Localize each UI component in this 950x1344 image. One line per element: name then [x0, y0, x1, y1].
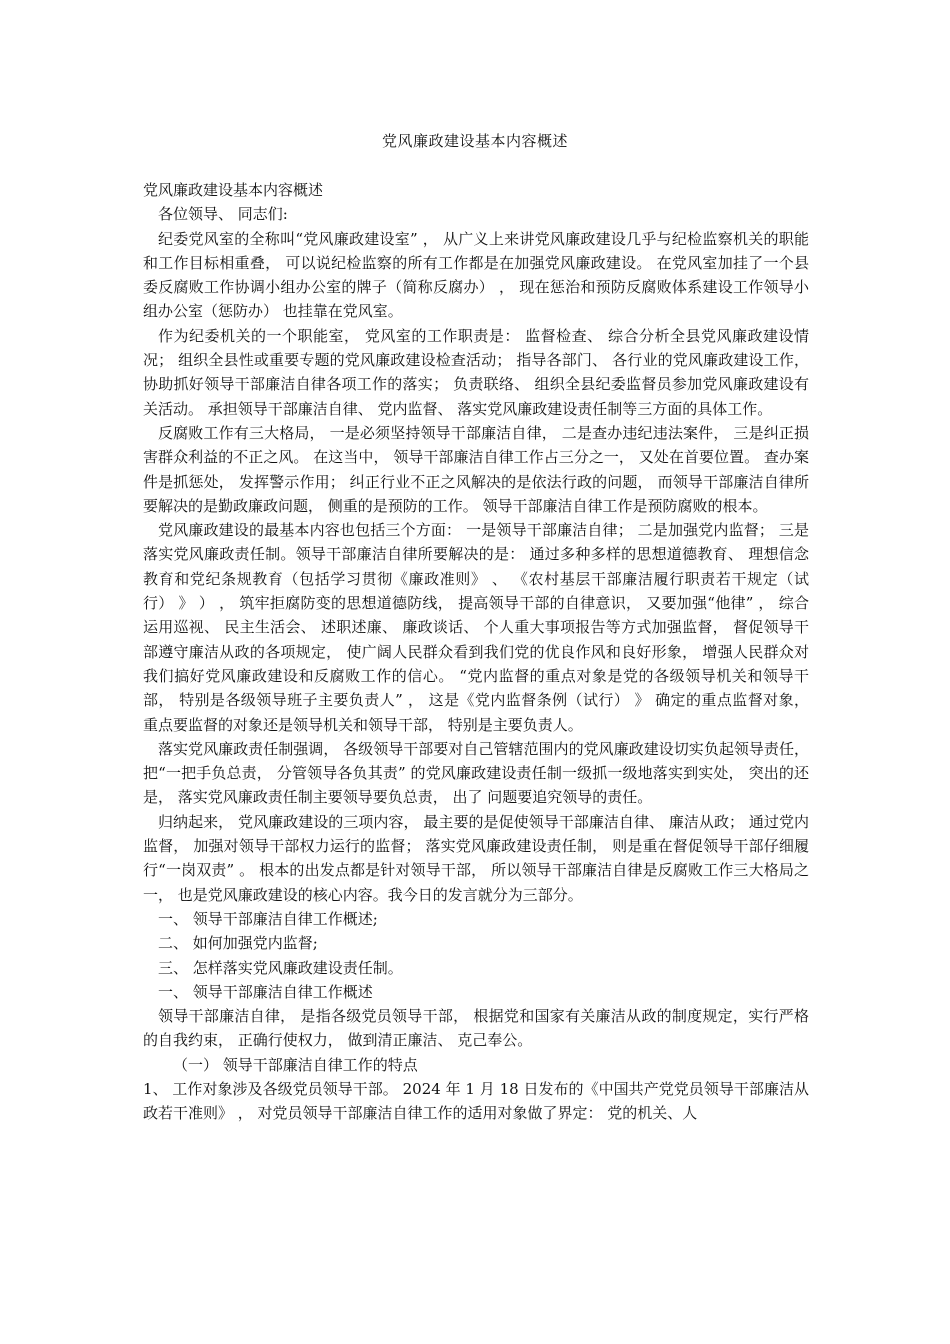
paragraph-heading-repeat: 党风廉政建设基本内容概述	[143, 181, 324, 199]
paragraph-three-patterns: 反腐败工作有三大格局， 一是必须坚持领导干部廉洁自律， 二是查办违纪违法案件， 三是纠正损害群众利益的不正之风。 在这当中， 领导干部廉洁自律工作占三分之一， 又处在首要位置。 查办案件是抓惩处， 发挥警示作用； 纠正行业不正之风解决的是依法行政的问题， 而领导干部廉洁自律所要解决的是勤政廉政问题， 侧重的是预防的工作。 领导干部廉洁自律工作是预防腐败的根本。	[143, 423, 809, 515]
paragraph-intro-office: 纪委党风室的全称叫“党风廉政建设室” ， 从广义上来讲党风廉政建设几乎与纪检监察机关的职能和工作目标相重叠， 可以说纪检监察的所有工作都是在加强党风廉政建设。 在党风室加挂了一个县委反腐败工作协调小组办公室的牌子（简称反腐办） ， 现在惩治和预防反腐败体系建设工作领导小组办公室（惩防办） 也挂靠在党风室。	[143, 229, 809, 321]
paragraph-greeting: 各位领导、 同志们:	[158, 205, 288, 224]
paragraph-point-1: 1、 工作对象涉及各级党员领导干部。 2024 年 1 月 18 日发布的《中国共产党党员领导干部廉洁从政若干准则》 ， 对党员领导干部廉洁自律工作的适用对象做了界定： 党的机关、人	[143, 1079, 809, 1123]
paragraph-basic-content: 党风廉政建设的最基本内容也包括三个方面： 一是领导干部廉洁自律； 二是加强党内监督； 三是落实党风廉政责任制。领导干部廉洁自律所要解决的是： 通过多种多样的思想道德教育、 理想信念教育和党纪条规教育（包括学习贯彻《廉政准则》 、 《农村基层干部廉洁履行职责若干规定（试行） 》 ） ， 筑牢拒腐防变的思想道德防线， 提高领导干部的自律意识， 又要加强“他律” ， 综合运用巡视、 民主生活会、 述职述廉、 廉政谈话、 个人重大事项报告等方式加强监督， 督促领导干部遵守廉洁从政的各项规定， 使广阔人民群众看到我们党的优良作风和良好形象， 增强人民群众对我们搞好党风廉政建设和反腐败工作的信心。 “党内监督的重点对象是党的各级领导机关和领导干部， 特别是各级领导班子主要负责人” ， 这是《党内监督条例（试行） 》 确定的重点监督对象， 重点要监督的对象还是领导机关和领导干部， 特别是主要负责人。	[143, 521, 809, 734]
subsection-heading-1: （一） 领导干部廉洁自律工作的特点	[173, 1055, 418, 1074]
outline-item-3: 三、 怎样落实党风廉政建设责任制。	[158, 958, 403, 977]
paragraph-office-duties: 作为纪委机关的一个职能室， 党风室的工作职责是： 监督检查、 综合分析全县党风廉政建设情况； 组织全县性或重要专题的党风廉政建设检查活动； 指导各部门、 各行业的党风廉政建设工作， 协助抓好领导干部廉洁自律各项工作的落实； 负责联络、 组织全县纪委监督员参加党风廉政建设有关活动。 承担领导干部廉洁自律、 党内监督、 落实党风廉政建设责任制等三方面的具体工作。	[143, 326, 809, 418]
section-heading-1: 一、 领导干部廉洁自律工作概述	[158, 982, 373, 1001]
document-body	[143, 178, 809, 1126]
document-title: 党风廉政建设基本内容概述	[381, 132, 568, 150]
outline-item-2: 二、 如何加强党内监督;	[158, 934, 318, 953]
paragraph-summary: 归纳起来， 党风廉政建设的三项内容， 最主要的是促使领导干部廉洁自律、 廉洁从政； 通过党内监督， 加强对领导干部权力运行的监督； 落实党风廉政建设责任制， 则是重在督促领导干部仔细履行“一岗双责” 。 根本的出发点都是针对领导干部， 所以领导干部廉洁自律是反腐败工作三大格局之一， 也是党风廉政建设的核心内容。我今日的发言就分为三部分。	[143, 812, 809, 904]
paragraph-responsibility: 落实党风廉政责任制强调， 各级领导干部要对自己管辖范围内的党风廉政建设切实负起领导责任， 把“一把手负总责， 分管领导各负其责” 的党风廉政建设责任制一级抓一级地落实到实处， 突出的还是， 落实党风廉政责任制主要领导要负总责， 出了 问题要追究领导的责任。	[143, 739, 809, 807]
paragraph-definition: 领导干部廉洁自律， 是指各级党员领导干部， 根据党和国家有关廉洁从政的制度规定，实行严格的自我约束， 正确行使权力， 做到清正廉洁、 克己奉公。	[143, 1007, 809, 1050]
outline-item-1: 一、 领导干部廉洁自律工作概述;	[158, 909, 378, 928]
